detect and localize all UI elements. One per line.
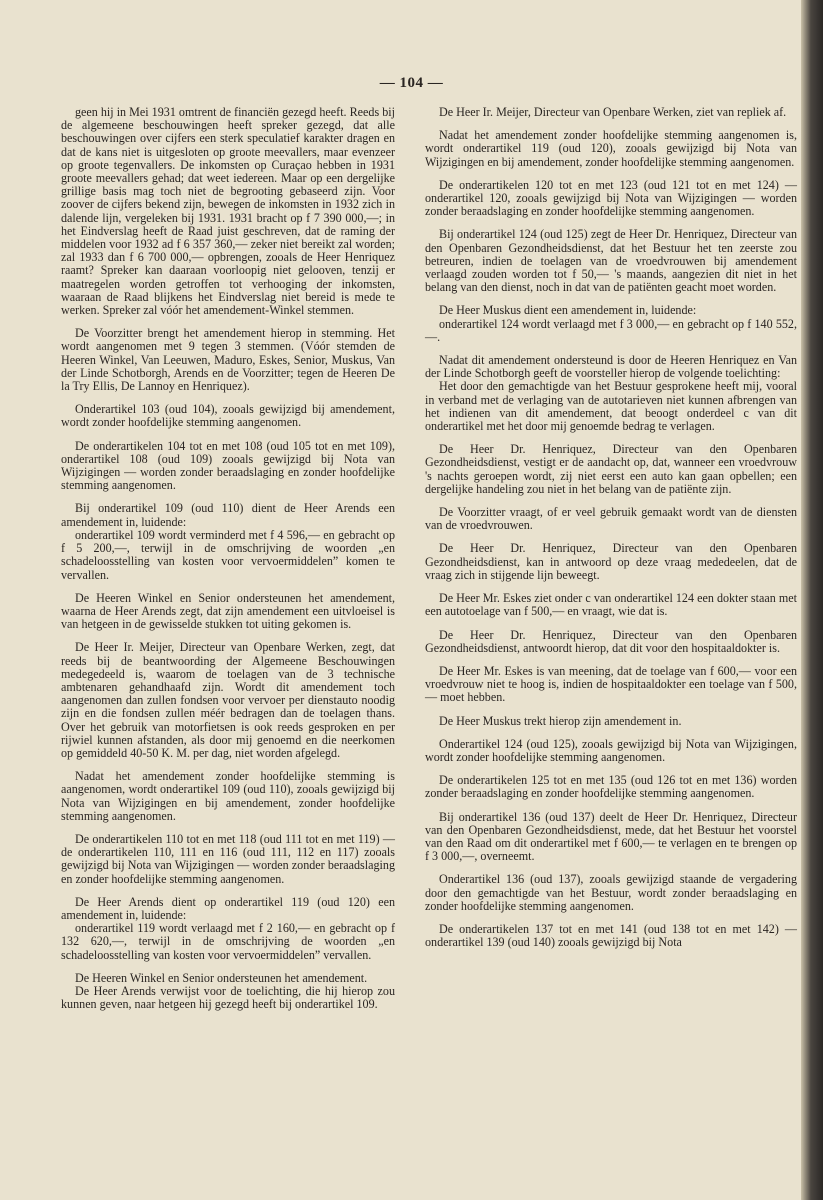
paragraph: Nadat dit amendement ondersteund is door de Heeren Henriquez en Van der Linde Schotborgh geeft de voorsteller hierop de volgende toelichting:	[425, 353, 797, 381]
paragraph: De Heer Mr. Eskes ziet onder c van onderartikel 124 een dokter staan met een autotoelage van f 500,— en vraagt, wie dat is.	[425, 591, 797, 619]
paragraph: geen hij in Mei 1931 omtrent de financiën gezegd heeft. Reeds bij de algemeene beschouwingen heeft spreker gezegd, dat alle beschouwingen over cijfers een sterk speculatief karakter dragen en dat de kans niet is uitgesloten op groote meevallers, maar evenzeer op groote tegenvallers. De inkomsten op Curaçao hebben in 1931 groote meevallers gehad; dat weet iedereen. Maar op een dergelijke grillige basis mag toch niet de begrooting gebaseerd zijn. Voor zoover de cijfers bekend zijn, bewegen de inkomsten in 1932 zich in dalende lijn, vergeleken bij 1931. 1931 bracht op f 7 390 000,—; in het Eindverslag heeft de Raad juist geschreven, dat de raming der middelen voor 1932 ad f 6 357 360,— zeker niet bereikt zal worden; zal 1933 dan f 6 700 000,— opbrengen, zooals de Heer Henriquez raamt? Spreker kan daaraan voorloopig niet gelooven, tenzij er maatregelen worden getroffen tot verhooging der inkomsten, waaraan de Raad blijkens het Eindverslag niet bereid is mede te werken. Spreker zal vóór het amendement-Winkel stemmen.	[61, 105, 395, 318]
paragraph: De onderartikelen 120 tot en met 123 (oud 121 tot en met 124) — onderartikel 120, zooals gewijzigd bij Nota van Wijzigingen — worden zonder beraadslaging en zonder hoofdelijke stemming aangenomen.	[425, 177, 797, 219]
amendment-text: onderartikel 119 wordt verlaagd met f 2 160,— en gebracht op f 132 620,—, terwijl in de omschrijving de woorden „en schadeloosstelling van kosten voor vervoermiddelen” vervallen.	[61, 921, 395, 962]
paragraph: De onderartikelen 137 tot en met 141 (oud 138 tot en met 142) — onderartikel 139 (oud 140) zooals gewijzigd bij Nota	[425, 921, 797, 950]
paragraph: De Heer Arends verwijst voor de toelichting, die hij hierop zou kunnen geven, naar hetgeen hij gezegd heeft bij onderartikel 109.	[61, 983, 395, 1012]
paragraph: Nadat het amendement zonder hoofdelijke stemming is aangenomen, wordt onderartikel 109 (oud 110), zooals gewijzigd bij Nota van Wijzigingen en bij amendement, zonder hoofdelijke stemming aangenomen.	[61, 769, 395, 823]
amendment-text: onderartikel 109 wordt verminderd met f 4 596,— en gebracht op f 5 200,—, terwijl in de omschrijving de woorden „en schadeloosstelling van kosten voor vervoermiddelen” komen te vervallen.	[61, 527, 395, 582]
paragraph: Onderartikel 136 (oud 137), zooals gewijzigd staande de vergadering door den gemachtigde van het Bestuur, wordt zonder beraadslaging en zonder hoofdelijke stemming aangenomen.	[425, 872, 797, 913]
paragraph: De Heer Ir. Meijer, Directeur van Openbare Werken, zegt, dat reeds bij de beantwoording der Algemeene Beschouwingen medegedeeld is, waarom de toelagen van de 3 technische ambtenaren gehandhaafd zijn. Wordt dit amendement toch aangenomen dan zullen fondsen voor vervoer per dienstauto noodig zijn en die fondsen zullen méér bedragen dan de toelagen thans. Over het gebruik van motorfietsen is ook reeds gesproken en per rijwiel kunnen afstanden, als door mij genoemd en die neerkomen op gemiddeld 40-50 K. M. per dag, niet worden afgelegd.	[61, 640, 395, 760]
paragraph: Bij onderartikel 124 (oud 125) zegt de Heer Dr. Henriquez, Directeur van den Openbaren Gezondheidsdienst, dat het Bestuur het ten zeerste zou betreuren, indien de toelagen van de vroedvrouwen bij amendement verlaagd zouden worden tot f 50,— 's maands, aangezien dit niet in het belang van den dienst, noch in dat van de patiënten geacht moet worden.	[425, 227, 797, 295]
paragraph: Onderartikel 124 (oud 125), zooals gewijzigd bij Nota van Wijzigingen, wordt zonder hoofdelijke stemming aangenomen.	[425, 736, 797, 764]
paragraph: De Heeren Winkel en Senior ondersteunen het amendement.	[75, 970, 368, 985]
paragraph: Bij onderartikel 136 (oud 137) deelt de Heer Dr. Henriquez, Directeur van den Openbaren Gezondheidsdienst, mede, dat het Bestuur het voorstel van den Raad om dit onderartikel met f 600,— te verlagen en te brengen op f 3 000,—, overneemt.	[425, 809, 797, 864]
paragraph: De onderartikelen 125 tot en met 135 (oud 126 tot en met 136) worden zonder beraadslaging en zonder hoofdelijke stemming aangenomen.	[425, 773, 797, 801]
paragraph: De Heer Dr. Henriquez, Directeur van den Openbaren Gezondheidsdienst, antwoordt hierop, dat dit voor den hospitaaldokter is.	[425, 627, 797, 655]
amendment-text: onderartikel 124 wordt verlaagd met f 3 000,— en gebracht op f 140 552,—.	[425, 316, 797, 344]
paragraph: De Heer Arends dient op onderartikel 119 (oud 120) een amendement in, luidende:	[61, 894, 395, 922]
paragraph: De onderartikelen 110 tot en met 118 (oud 111 tot en met 119) — de onderartikelen 110, 111 en 116 (oud 111, 112 en 117) zooals gewijzigd bij Nota van Wijzigingen — worden zonder beraadslaging en zonder hoofdelijke stemming aangenomen.	[61, 831, 395, 886]
paragraph: De Heer Dr. Henriquez, Directeur van den Openbaren Gezondheidsdienst, vestigt er de aandacht op, dat, wanneer een vroedvrouw 's nachts geroepen wordt, zij niet eerst een auto kan gaan opbellen; een dergelijke handeling zou niet in het belang van de patiënte zijn.	[425, 442, 797, 496]
right-column	[425, 106, 797, 959]
paragraph: De Heer Ir. Meijer, Directeur van Openbare Werken, ziet van repliek af.	[439, 105, 787, 119]
paragraph: De Voorzitter vraagt, of er veel gebruik gemaakt wordt van de diensten van de vroedvrouwen.	[425, 505, 797, 533]
paragraph: Nadat het amendement zonder hoofdelijke stemming aangenomen is, wordt onderartikel 119 (oud 120), zooals gewijzigd bij Nota van Wijzigingen en bij amendement, zonder hoofdelijke stemming aangenomen.	[425, 128, 797, 169]
paragraph: De Heer Mr. Eskes is van meening, dat de toelage van f 600,— voor een vroedvrouw niet te hoog is, indien de hospitaaldokter een toelage van f 500,— moet hebben.	[425, 663, 797, 705]
paragraph: Onderartikel 103 (oud 104), zooals gewijzigd bij amendement, wordt zonder hoofdelijke stemming aangenomen.	[61, 402, 395, 430]
paragraph: De Heer Dr. Henriquez, Directeur van den Openbaren Gezondheidsdienst, kan in antwoord op deze vraag mededeelen, dat de vraag zich in stijgende lijn beweegt.	[425, 541, 797, 582]
paragraph: De onderartikelen 104 tot en met 108 (oud 105 tot en met 109), onderartikel 108 (oud 109) zooals gewijzigd bij Nota van Wijzigingen — worden zonder beraadslaging en zonder hoofdelijke stemming aangenomen.	[61, 438, 395, 493]
explanation-text: Het door den gemachtigde van het Bestuur gesprokene heeft mij, vooral in verband met de verlaging van de autotarieven niet kunnen afbrengen van het indienen van dit amendement, dat beoogt onderdeel c van dit onderartikel met het door mij genoemde bedrag te verlagen.	[425, 379, 797, 434]
paragraph: De Heeren Winkel en Senior ondersteunen het amendement, waarna de Heer Arends zegt, dat zijn amendement een uitvloeisel is van hetgeen in de gewisselde stukken tot uiting gekomen is.	[61, 590, 395, 632]
page-number: — 104 —	[379, 75, 444, 91]
left-column	[61, 106, 395, 1021]
paragraph: De Heer Muskus dient een amendement in, luidende:	[439, 303, 697, 318]
paragraph: De Voorzitter brengt het amendement hierop in stemming. Het wordt aangenomen met 9 tegen 3 stemmen. (Vóór stemden de Heeren Winkel, Van Leeuwen, Maduro, Eskes, Senior, Muskus, Van der Linde Schotborgh, Arends en de Voorzitter; tegen de Heeren De la Try Ellis, De Lannoy en Henriquez).	[61, 326, 395, 394]
paragraph: Bij onderartikel 109 (oud 110) dient de Heer Arends een amendement in, luidende:	[61, 501, 395, 529]
page-binding-edge	[801, 0, 823, 1200]
paragraph: De Heer Muskus trekt hierop zijn amendement in.	[439, 713, 682, 728]
